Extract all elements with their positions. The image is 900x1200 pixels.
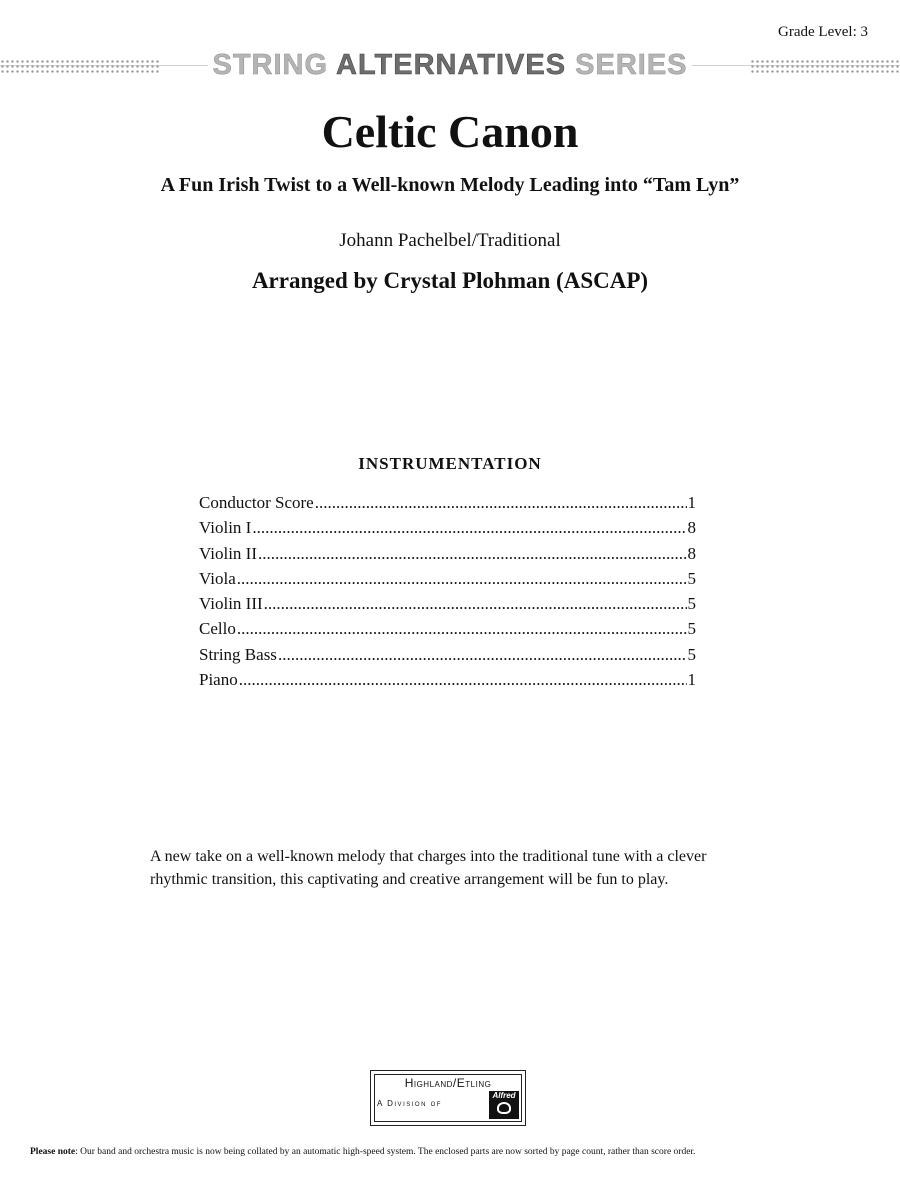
series-word-series: SERIES [575,49,688,81]
part-count: 1 [687,493,696,512]
instrument-name: Violin II [199,543,257,563]
dot-leader [258,541,687,566]
instrument-name: String Bass [199,644,277,664]
list-item [199,616,696,641]
part-count: 8 [687,518,696,538]
instrument-name: Piano [199,670,238,690]
instrumentation-list [199,490,696,692]
piece-description: A new take on a well-known melody that charges into the traditional tune with a clever rhythmic transition, this captivating and creative arrangement will be fun to play. [150,848,707,888]
logo-brand-name: Alfred [492,1091,516,1100]
logo-publisher-name: Highland/Etling [404,1076,492,1090]
list-item [199,591,696,616]
footnote-text: : Our band and orchestra music is now being collated by an automatic high-speed system. The enclosed parts are now sorted by page count, rather than score order. [75,1147,696,1157]
piece-title: Celtic Canon [321,106,579,157]
dot-leader [278,642,687,667]
instrument-name: Cello [199,619,236,639]
part-count: 5 [687,594,696,614]
alfred-logo-icon [489,1091,519,1119]
part-count: 5 [687,644,696,664]
list-item [199,515,696,540]
footnote-label: Please note [30,1147,76,1157]
part-count: 5 [687,619,696,639]
publisher-logo [370,1070,526,1126]
instrument-name: Violin I [199,518,252,538]
dot-leader [237,616,687,641]
part-count: 8 [687,543,696,563]
series-title [0,50,900,80]
part-count: 5 [687,568,696,588]
list-item [199,566,696,591]
list-item [199,642,696,667]
grade-level: Grade Level: 3 [778,24,868,40]
dot-leader [315,490,687,515]
dot-leader [237,566,687,591]
composer: Johann Pachelbel/Traditional [339,230,561,251]
instrumentation-heading: INSTRUMENTATION [358,454,542,473]
dot-leader [264,591,687,616]
logo-division-text: A Division of [377,1099,442,1108]
instrument-name: Violin III [199,594,263,614]
list-item [199,667,696,692]
dot-leader [252,515,686,540]
series-word-string: STRING [212,49,329,81]
dot-leader [239,667,687,692]
series-banner [0,50,900,80]
series-word-alternatives: ALTERNATIVES [336,49,567,81]
logo-mark-shape [497,1102,511,1114]
piece-subtitle: A Fun Irish Twist to a Well-known Melody Leading into “Tam Lyn” [160,174,740,196]
list-item [199,490,696,515]
part-count: 1 [687,670,696,690]
instrument-name: Conductor Score [199,493,314,512]
list-item [199,541,696,566]
arranger: Arranged by Crystal Plohman (ASCAP) [251,268,649,293]
footnote [30,1147,870,1157]
instrument-name: Viola [199,568,236,588]
